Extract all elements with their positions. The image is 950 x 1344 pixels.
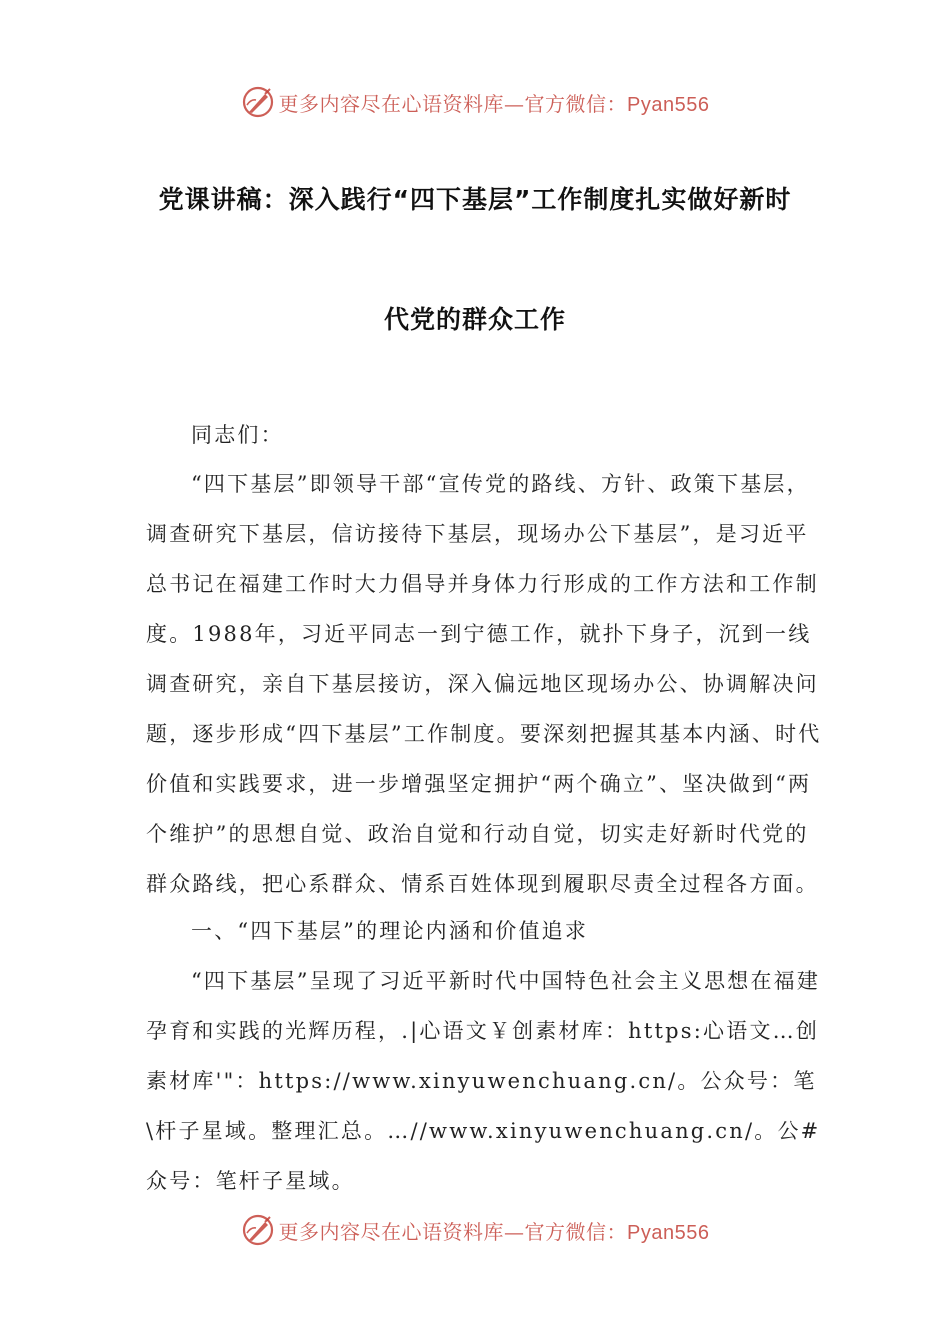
watermark-cn: 更多内容尽在心语资料库—官方微信：: [278, 91, 628, 116]
quill-logo-icon: [241, 85, 275, 119]
quill-logo-icon: [241, 1213, 275, 1247]
document-title-line-1: 党课讲稿：深入践行“四下基层”工作制度扎实做好新时: [158, 185, 792, 214]
watermark-text: [279, 1216, 710, 1245]
watermark-banner-bottom: [0, 1210, 950, 1250]
salutation: 同志们：: [191, 423, 284, 447]
watermark-id: Pyan556: [627, 1221, 710, 1244]
watermark-cn: 更多内容尽在心语资料库—官方微信：: [278, 1219, 628, 1244]
body-paragraph-1: “四下基层”即领导干部“宣传党的路线、方针、政策下基层，调查研究下基层，信访接待下基层，现场办公下基层”，是习近平总书记在福建工作时大力倡导并身体力行形成的工作方法和工作制度。1988年，习近平同志一到宁德工作，就扑下身子，沉到一线调查研究，亲自下基层接访，深入偏远地区现场办公、协调解决问题，逐步形成“四下基层”工作制度。要深刻把握其基本内涵、时代价值和实践要求，进一步增强坚定拥护“两个确立”、坚决做到“两个维护”的思想自觉、政治自觉和行动自觉，切实走好新时代党的群众路线，把心系群众、情系百姓体现到履职尽责全过程各方面。: [146, 472, 822, 896]
section-heading-1: 一、“四下基层”的理论内涵和价值追求: [191, 919, 589, 943]
body-paragraph-2: “四下基层”呈现了习近平新时代中国特色社会主义思想在福建孕育和实践的光辉历程，.|心语文￥创素材库：https:心语文…创素材库'"：https://www.xinyuwenchuang.cn/。公众号：笔\杆子星域。整理汇总。…//www.xinyuwenchuang.cn/。公#众号：笔杆子星域。: [146, 969, 821, 1193]
watermark-id: Pyan556: [627, 93, 710, 116]
document-title-line-2: 代党的群众工作: [383, 305, 566, 334]
watermark-banner-top: [0, 82, 950, 122]
watermark-text: [279, 88, 710, 117]
